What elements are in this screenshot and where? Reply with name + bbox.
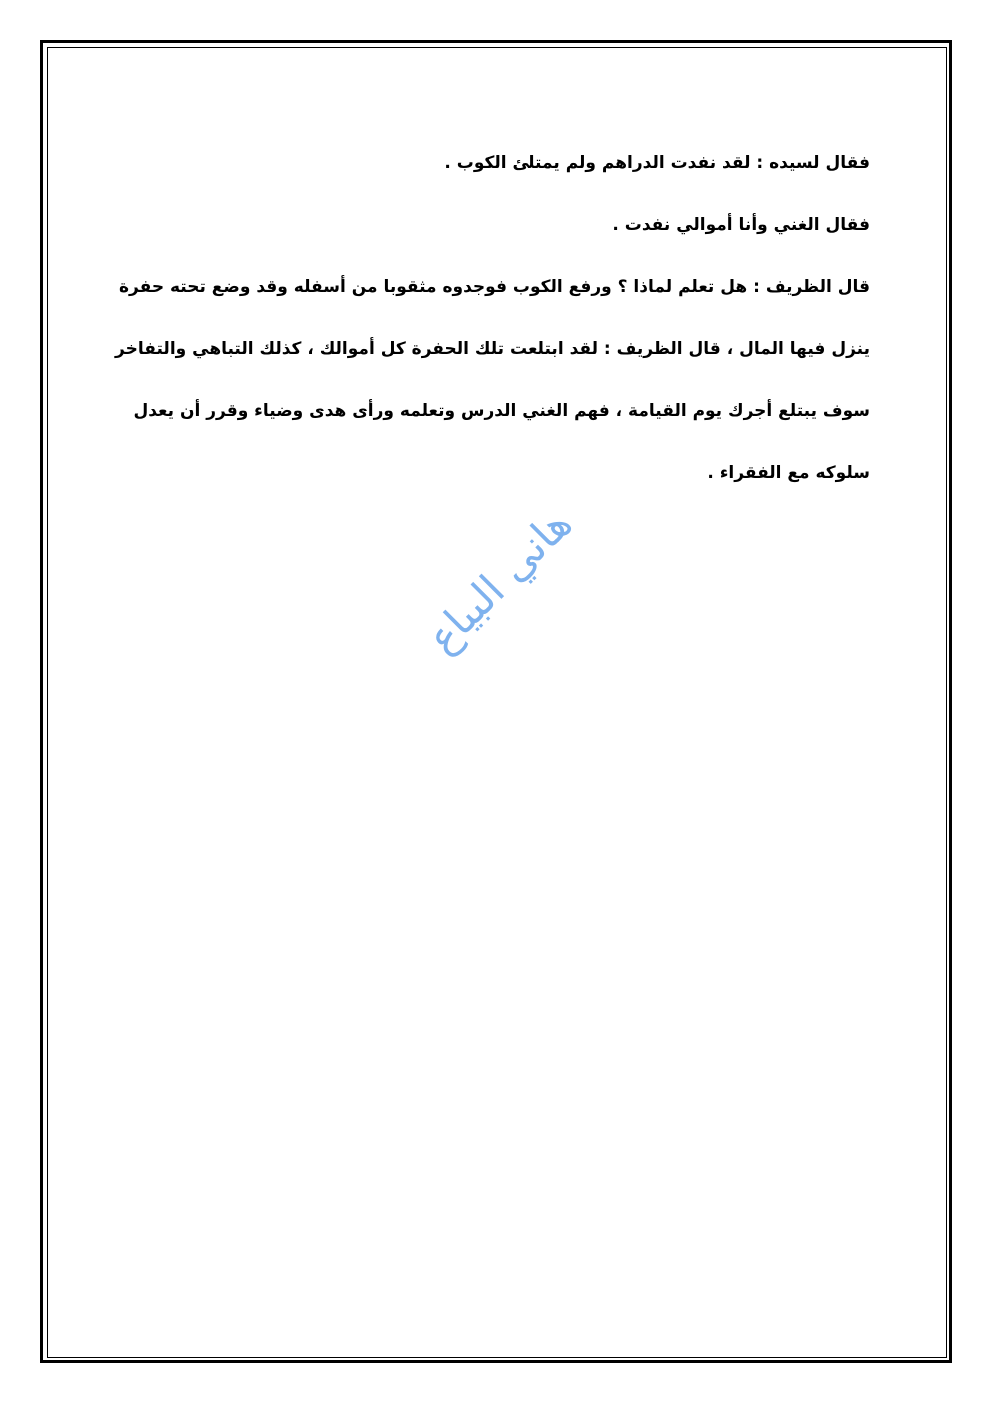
- author-watermark: هاني البياع: [417, 498, 582, 663]
- story-line-3: قال الظريف : هل تعلم لماذا ؟ ورفع الكوب فوجدوه مثقوبا من أسفله وقد وضع تحته حفرة: [118, 277, 870, 297]
- story-line-2: فقال الغني وأنا أموالي نفدت .: [612, 215, 870, 235]
- story-line-1: فقال لسيده : لقد نفدت الدراهم ولم يمتلئ الكوب .: [444, 153, 870, 173]
- story-line-4: ينزل فيها المال ، قال الظريف : لقد ابتلعت تلك الحفرة كل أموالك ، كذلك التباهي والتفاخر: [115, 339, 870, 359]
- page-border-inner: [47, 47, 947, 1358]
- story-line-6: سلوكه مع الفقراء .: [707, 463, 870, 483]
- story-line-5: سوف يبتلع أجرك يوم القيامة ، فهم الغني الدرس وتعلمه ورأى هدى وضياء وقرر أن يعدل: [133, 401, 870, 421]
